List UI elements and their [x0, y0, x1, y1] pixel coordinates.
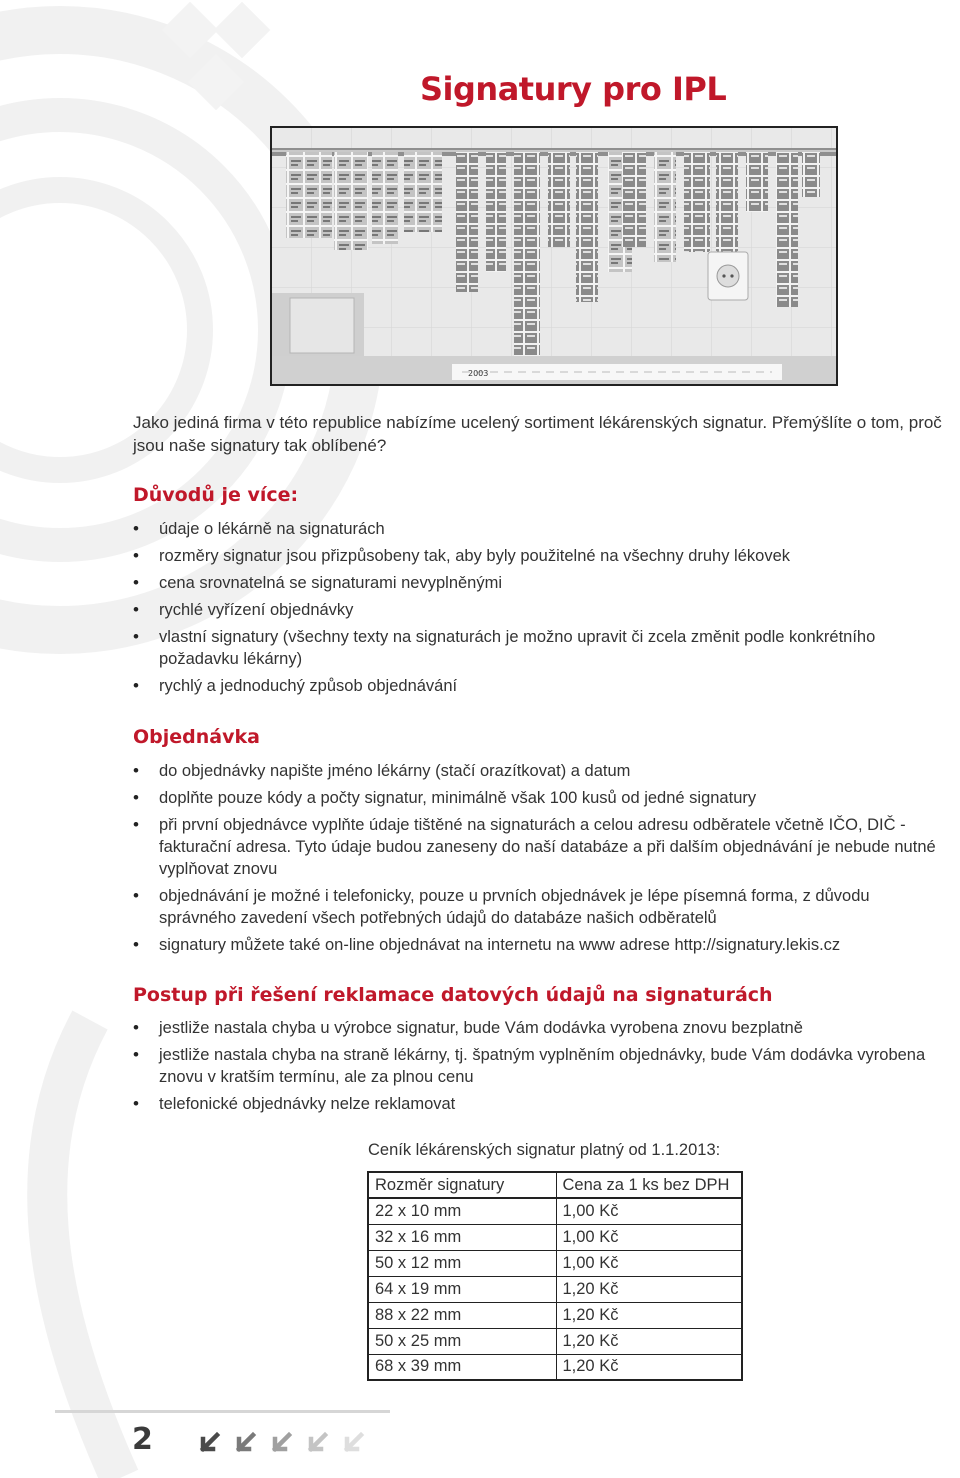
- arrow-down-left-icon: [311, 1435, 325, 1449]
- list-item: • telefonické objednávky nelze reklamovat: [133, 1093, 955, 1115]
- price-cell: 1,20 Kč: [556, 1276, 742, 1302]
- price-cell: 1,00 Kč: [556, 1224, 742, 1250]
- size-cell: 68 x 39 mm: [368, 1354, 556, 1380]
- column-header-size: Rozměr signatury: [368, 1172, 556, 1198]
- footer-divider: [55, 1410, 390, 1413]
- price-cell: 1,20 Kč: [556, 1302, 742, 1328]
- size-cell: 50 x 25 mm: [368, 1328, 556, 1354]
- arrow-down-left-icon: [203, 1435, 217, 1449]
- page-number: 2: [132, 1422, 153, 1457]
- intro-paragraph: Jako jediná firma v této republice nabízíme ucelený sortiment lékárenských signatur. Přemýšlíte o tom, proč jsou naše signatury tak oblíbené?: [133, 413, 942, 455]
- complaints-heading: Postup při řešení reklamace datových údajů na signaturách: [133, 984, 773, 1006]
- table-header-row: [368, 1172, 742, 1198]
- list-item: • do objednávky napište jméno lékárny (stačí orazítkovat) a datum: [133, 760, 960, 782]
- list-item: • rychlé vyřízení objednávky: [133, 599, 955, 621]
- footer-arrows-decoration: [197, 1431, 377, 1455]
- arrow-down-left-icon: [239, 1435, 253, 1449]
- price-cell: 1,20 Kč: [556, 1328, 742, 1354]
- photo-tag-2003: 2003: [468, 369, 489, 378]
- size-cell: 88 x 22 mm: [368, 1302, 556, 1328]
- table-row: [368, 1302, 742, 1328]
- table-row: [368, 1328, 742, 1354]
- size-cell: 50 x 12 mm: [368, 1250, 556, 1276]
- list-item: • signatury můžete také on-line objednávat na internetu na www adrese http://signatury.lekis.cz: [133, 934, 960, 956]
- order-list: [133, 760, 960, 961]
- table-row: [368, 1354, 742, 1380]
- list-item: • cena srovnatelná se signaturami nevyplněnými: [133, 572, 955, 594]
- table-row: [368, 1224, 742, 1250]
- list-item: • rozměry signatur jsou přizpůsobeny tak, aby byly použitelné na všechny druhy lékovek: [133, 545, 955, 567]
- reasons-heading: Důvodů je více:: [133, 484, 299, 506]
- list-item: • jestliže nastala chyba na straně lékárny, tj. špatným vyplněním objednávky, bude Vám dodávka vyrobena znovu v kratším termínu, ale za plnou cenu: [133, 1044, 955, 1088]
- price-cell: 1,00 Kč: [556, 1250, 742, 1276]
- list-item: • rychlý a jednoduchý způsob objednávání: [133, 675, 955, 697]
- table-row: [368, 1198, 742, 1224]
- table-row: [368, 1250, 742, 1276]
- list-item: • vlastní signatury (všechny texty na signaturách je možno upravit či zcela změnit podle konkrétního požadavku lékárny): [133, 626, 955, 670]
- price-cell: 1,00 Kč: [556, 1198, 742, 1224]
- reasons-list: [133, 518, 955, 702]
- size-cell: 64 x 19 mm: [368, 1276, 556, 1302]
- arrow-down-left-icon: [347, 1435, 361, 1449]
- price-cell: 1,20 Kč: [556, 1354, 742, 1380]
- list-item: • při první objednávce vyplňte údaje tištěné na signaturách a celou adresu odběratele včetně IČO, DIČ - fakturační adresa. Tyto údaje budou zaneseny do naší databáze a při dalším objednávání je nebude nutné vyplňovat znovu: [133, 814, 960, 880]
- complaints-list: [133, 1017, 955, 1120]
- order-heading: Objednávka: [133, 726, 260, 748]
- column-header-price: Cena za 1 ks bez DPH: [556, 1172, 742, 1198]
- size-cell: 22 x 10 mm: [368, 1198, 556, 1224]
- list-item: • objednávání je možné i telefonicky, pouze u prvních objednávek je lépe písemná forma, z důvodu správného zavedení všech potřebných údajů do databáze našich odběratelů: [133, 885, 960, 929]
- list-item: • údaje o lékárně na signaturách: [133, 518, 955, 540]
- arrow-down-left-icon: [275, 1435, 289, 1449]
- pricelist-caption: Ceník lékárenských signatur platný od 1.1.2013:: [368, 1141, 721, 1159]
- size-cell: 32 x 16 mm: [368, 1224, 556, 1250]
- list-item: • doplňte pouze kódy a počty signatur, minimálně však 100 kusů od jedné signatury: [133, 787, 960, 809]
- page-title: Signatury pro IPL: [420, 70, 727, 108]
- signature-rolls-photo: [270, 126, 838, 386]
- list-item: • jestliže nastala chyba u výrobce signatur, bude Vám dodávka vyrobena znovu bezplatně: [133, 1017, 955, 1039]
- table-row: [368, 1276, 742, 1302]
- price-table: [367, 1171, 743, 1381]
